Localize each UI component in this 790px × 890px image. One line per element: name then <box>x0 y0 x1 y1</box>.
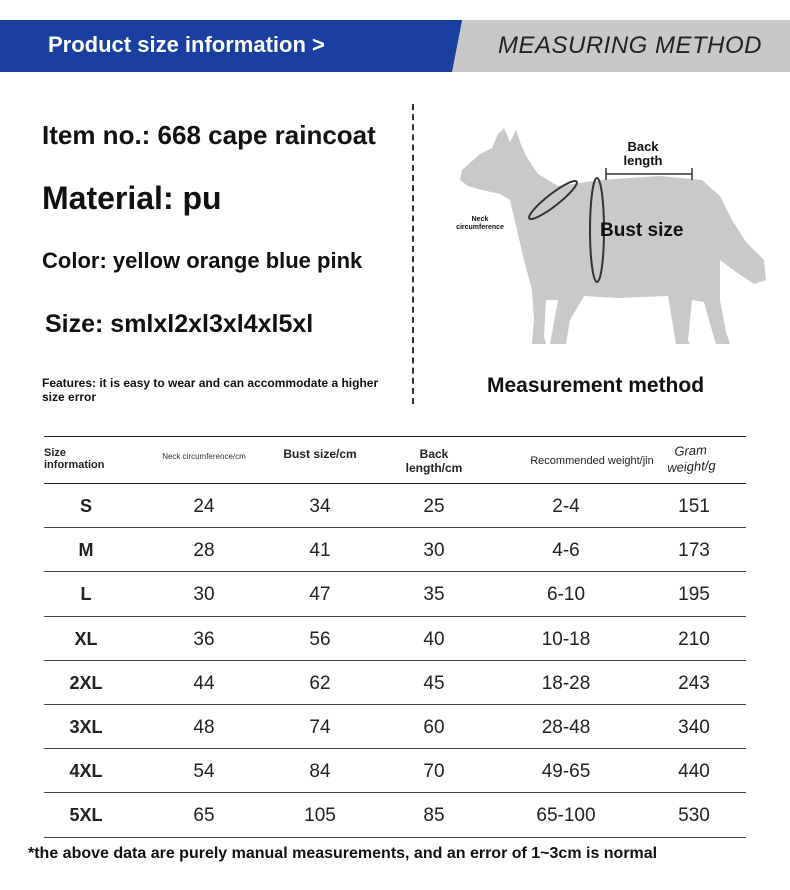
cell-gram: 530 <box>678 805 710 827</box>
cell-bust: 56 <box>309 628 331 650</box>
size-table <box>44 436 746 838</box>
cell-gram: 151 <box>678 496 710 517</box>
cell-bust: 74 <box>309 716 331 738</box>
cell-size: S <box>79 496 92 516</box>
cell-size: 2XL <box>69 672 103 693</box>
table-row <box>44 793 746 837</box>
cell-size: 4XL <box>69 761 103 782</box>
cell-back: 30 <box>423 540 445 562</box>
header-back: Back length/cm <box>405 447 463 475</box>
table-row <box>44 572 746 616</box>
header-size: Size information <box>44 447 105 471</box>
cell-gram: 210 <box>678 628 710 650</box>
product-size-title: Product size information > <box>48 32 325 57</box>
cell-neck: 24 <box>193 496 215 517</box>
cell-bust: 41 <box>309 540 331 562</box>
cell-recommended: 28-48 <box>541 716 591 738</box>
table-row <box>44 661 746 705</box>
cell-bust: 105 <box>304 805 336 827</box>
cell-neck: 28 <box>193 540 215 562</box>
cell-gram: 243 <box>678 672 710 694</box>
measuring-method-title: MEASURING METHOD <box>498 32 763 59</box>
cell-back: 25 <box>423 496 445 517</box>
header-neck: Neck circumference/cm <box>162 452 246 461</box>
footnote: *the above data are purely manual measurements, and an error of 1~3cm is normal <box>28 845 658 862</box>
measurement-method-title: Measurement method <box>487 374 705 397</box>
cell-neck: 54 <box>193 761 215 783</box>
table-row <box>44 749 746 793</box>
cell-neck: 30 <box>193 584 215 606</box>
cell-bust: 62 <box>309 672 331 694</box>
back-length-label: Back length <box>623 139 663 168</box>
cell-recommended: 2-4 <box>552 496 580 517</box>
cell-neck: 65 <box>193 805 215 827</box>
header-bust: Bust size/cm <box>283 447 357 461</box>
cell-neck: 48 <box>193 716 215 738</box>
cell-gram: 340 <box>678 716 710 738</box>
cell-bust: 84 <box>309 761 331 783</box>
cell-neck: 44 <box>193 672 215 694</box>
table-header <box>44 436 746 484</box>
bust-size-label: Bust size <box>600 220 684 241</box>
header-recommended: Recommended weight/jin <box>530 455 654 467</box>
cell-back: 70 <box>423 761 445 783</box>
cell-gram: 173 <box>678 540 710 562</box>
cell-bust: 47 <box>309 584 331 606</box>
cell-recommended: 10-18 <box>541 628 591 650</box>
table-row <box>44 484 746 528</box>
cell-size: 5XL <box>69 805 103 826</box>
cell-size: XL <box>74 628 98 649</box>
table-body <box>44 484 746 838</box>
header-banner <box>0 20 790 72</box>
cell-back: 45 <box>423 672 445 694</box>
table-row <box>44 705 746 749</box>
features-note: Features: it is easy to wear and can accommodate a higher size error <box>42 376 379 404</box>
cell-recommended: 49-65 <box>541 761 591 783</box>
cell-back: 60 <box>423 716 445 738</box>
cell-size: L <box>80 584 92 605</box>
cell-recommended: 6-10 <box>546 584 586 606</box>
table-row <box>44 528 746 572</box>
header-gram: Gram weight/g <box>666 442 716 476</box>
cell-gram: 440 <box>678 761 710 783</box>
cell-recommended: 65-100 <box>536 805 596 827</box>
neck-circumference-label: Neck circumference <box>456 216 504 231</box>
cell-back: 35 <box>423 584 445 606</box>
table-row <box>44 617 746 661</box>
color-options: Color: yellow orange blue pink <box>42 248 363 273</box>
size-options: Size: smlxl2xl3xl4xl5xl <box>45 310 314 338</box>
measurement-diagram <box>420 100 790 360</box>
cell-neck: 36 <box>193 628 215 650</box>
cell-back: 40 <box>423 628 445 650</box>
cell-recommended: 4-6 <box>552 540 580 562</box>
cell-bust: 34 <box>309 496 331 517</box>
cell-back: 85 <box>423 805 445 827</box>
cell-gram: 195 <box>678 584 710 606</box>
material: Material: pu <box>42 180 222 216</box>
dashed-divider <box>412 104 414 404</box>
cell-recommended: 18-28 <box>541 672 591 694</box>
cell-size: M <box>78 540 94 561</box>
cell-size: 3XL <box>69 716 103 737</box>
item-number: Item no.: 668 cape raincoat <box>42 120 376 150</box>
